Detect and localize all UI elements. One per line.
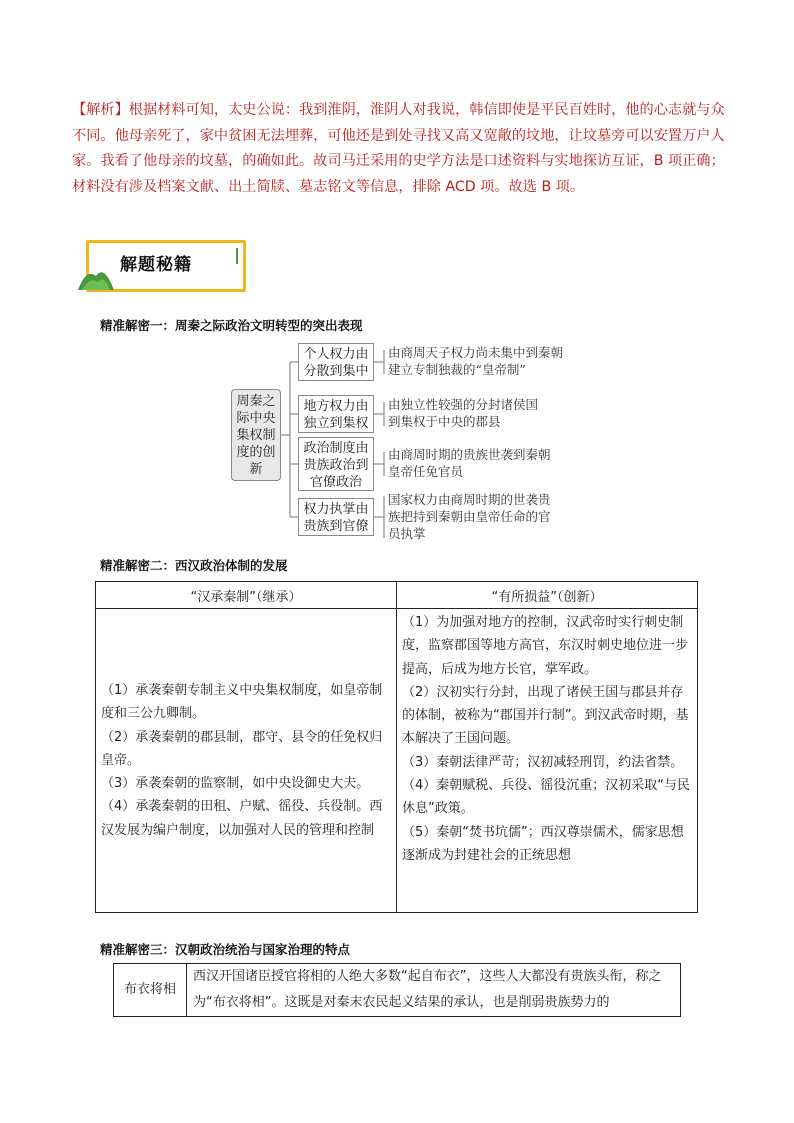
- han-system-table: [95, 581, 698, 913]
- mindmap-root: 周秦之际中央集权制度的创新: [231, 389, 281, 481]
- mindmap-desc-1: 由商周天子权力尚未集中到秦朝建立专制独裁的“皇帝制”: [388, 345, 564, 377]
- inherit-item: （1）承袭秦朝专制主义中央集权制度，如皇帝制度和三公九卿制。: [101, 682, 383, 722]
- mindmap-node-2: 地方权力由独立到集权: [298, 395, 374, 433]
- banner-title: 解题秘籍: [120, 255, 192, 275]
- mindmap-node-3: 政治制度由贵族政治到官僚政治: [298, 437, 374, 491]
- mindmap-node-1: 个人权力由分散到集中: [298, 343, 374, 381]
- analysis-text: 根据材料可知，太史公说：我到淮阴，淮阴人对我说，韩信即使是平民百姓时，他的心志就与众不同。他母亲死了，家中贫困无法埋葬，可他还是到处寻找又高又宽敞的坟地，让坟墓旁可以安置万户人家。我看了他母亲的坟墓，的确如此。故司马迁采用的史学方法是口述资料与实地探访互证，B 项正确；材料没有涉及档案文献、出土简牍、墓志铭文等信息，排除 ACD 项。故选 B 项。: [72, 102, 725, 195]
- row-label: 布衣将相: [114, 964, 187, 1017]
- mindmap-desc-3: 由商周时期的贵族世袭到秦朝皇帝任免官员: [388, 447, 551, 479]
- inherit-item: （4）承袭秦朝的田租、户赋、徭役、兵役制。西汉发展为编户制度，以加强对人民的管理和控制: [101, 799, 383, 838]
- col-header-innovate: “有所损益”（创新）: [397, 582, 698, 609]
- mindmap-node-4: 权力执掌由贵族到官僚: [298, 498, 374, 536]
- innovate-item: （3）秦朝法律严苛；汉初减轻刑罚，约法省禁。: [402, 754, 684, 770]
- innovate-item: （5）秦朝“焚书坑儒”；西汉尊崇儒术，儒家思想逐渐成为封建社会的正统思想: [402, 824, 684, 863]
- inherit-cell: [96, 609, 397, 913]
- mindmap-desc-4: 国家权力由商周时期的世袭贵族把持到秦朝由皇帝任命的官员执掌: [388, 492, 551, 541]
- innovate-cell: [397, 609, 698, 913]
- innovate-item: （4）秦朝赋税、兵役、徭役沉重；汉初采取“与民休息”政策。: [402, 778, 691, 817]
- col-header-inherit: “汉承秦制”（继承）: [96, 582, 397, 609]
- innovate-item: （2）汉初实行分封，出现了诸侯王国与郡县并存的体制，被称为“郡国并行制”。到汉武帝时期，基本解决了王国问题。: [402, 684, 689, 747]
- inherit-item: （3）承袭秦朝的监察制，如中央设御史大夫。: [101, 776, 370, 792]
- innovate-item: （1）为加强对地方的控制，汉武帝时实行刺史制度，监察郡国等地方高官，东汉时刺史地位进一步提高，后成为地方长官，掌军政。: [402, 615, 689, 677]
- han-governance-table: [113, 963, 681, 1017]
- section1-title: 精准解密一：周秦之际政治文明转型的突出表现: [100, 318, 363, 333]
- analysis-tag: 【解析】: [72, 102, 129, 118]
- mindmap-desc-2: 由独立性较强的分封诸侯国到集权于中央的郡县: [388, 397, 539, 429]
- section3-title: 精准解密三：汉朝政治统治与国家治理的特点: [100, 942, 351, 957]
- section2-title: 精准解密二：西汉政治体制的发展: [100, 558, 288, 573]
- inherit-item: （2）承袭秦朝的郡县制，郡守、县令的任免权归皇帝。: [101, 729, 383, 768]
- row-text: 西汉开国诸臣授官将相的人绝大多数“起自布衣”，这些人大都没有贵族头衔，称之为“布衣将相”。这既是对秦末农民起义结果的承认，也是削弱贵族势力的: [187, 964, 681, 1017]
